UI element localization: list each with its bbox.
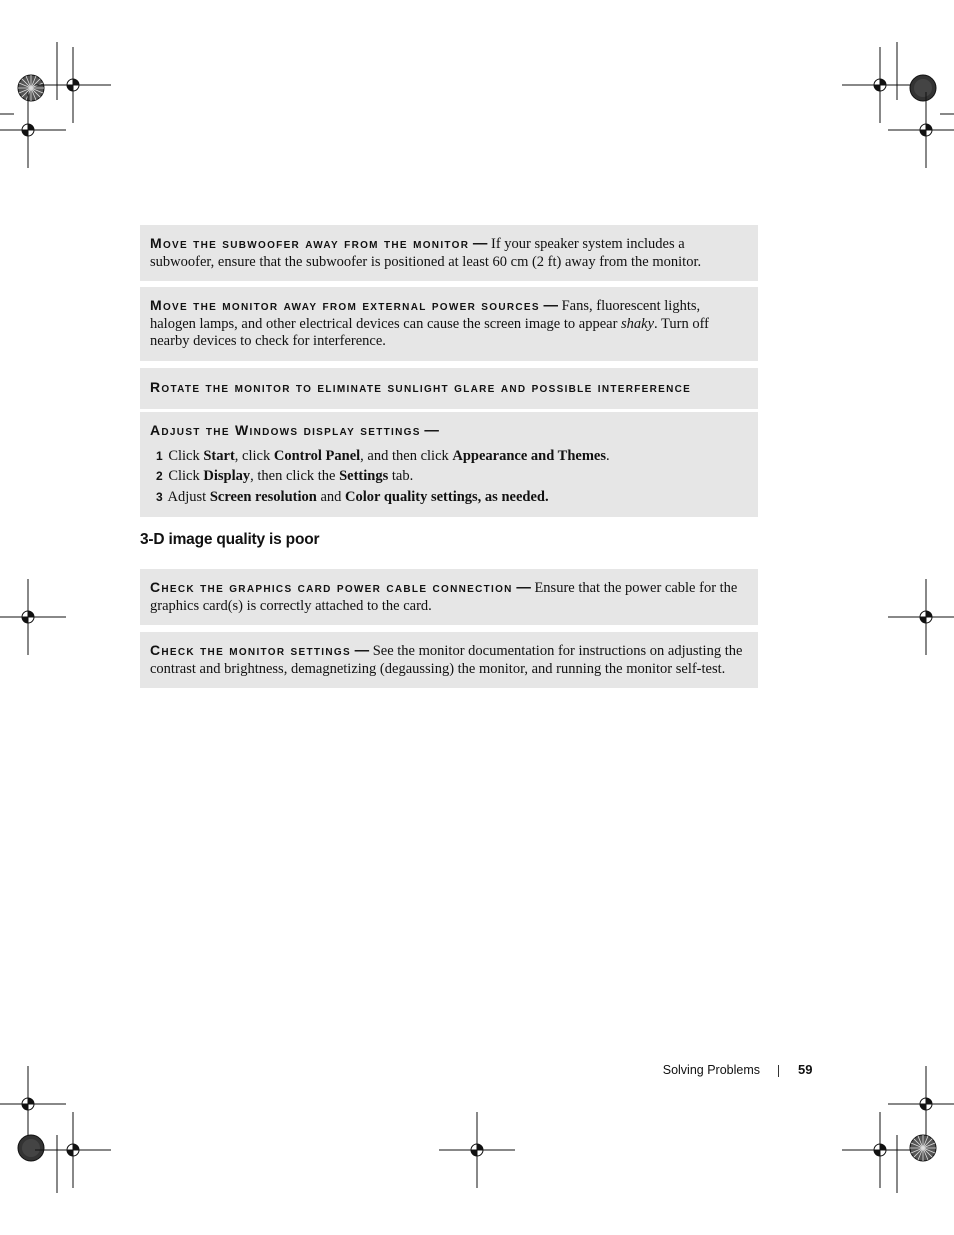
step-term: Settings — [339, 468, 389, 484]
step-text: , then click the — [250, 468, 336, 484]
tip-text: If your speaker system includes a subwoofer, ensure that the subwoofer is positioned at least 60 cm (2 ft) away from the monitor. — [150, 236, 702, 270]
tip-lead: Check the graphics card power cable connection — [150, 579, 513, 595]
step-term: Control Panel — [273, 447, 361, 464]
tip-lead: Rotate the monitor to eliminate sunlight glare and possible interference — [150, 379, 692, 395]
tip-dash: — — [472, 236, 488, 252]
footer-section-title: Solving Problems — [662, 1063, 760, 1077]
tip-emphasis: shaky — [621, 315, 655, 332]
tip-text: Ensure that the power cable for the graphics card(s) is correctly attached to the card. — [150, 580, 738, 614]
step-term: Color quality settings, as needed. — [345, 488, 549, 505]
step-number: 3 — [156, 489, 163, 504]
step-number: 1 — [156, 448, 163, 463]
tip-lead: Move the monitor away from external power sources — [150, 297, 540, 313]
tip-text: Fans, fluorescent lights, halogen lamps, and other electrical devices can cause the screen image to appear — [150, 298, 701, 332]
step-term: Screen resolution — [209, 488, 317, 505]
tip-lead: Check the monitor settings — [150, 642, 351, 658]
step-term: Start — [203, 447, 235, 464]
tip-dash: — — [543, 298, 558, 314]
step-text: tab. — [391, 468, 414, 484]
tip-dash: — — [424, 423, 439, 439]
section-heading: 3-D image quality is poor — [140, 531, 320, 548]
page-number: 59 — [798, 1062, 813, 1077]
step-text: , click — [234, 447, 271, 464]
tip-text-after: . Turn off nearby devices to check for interference. — [150, 315, 709, 349]
step-text: Click — [168, 468, 200, 484]
tip-dash: — — [354, 643, 370, 659]
crop-marks — [0, 42, 954, 1193]
step-text: Click — [168, 447, 200, 464]
tip-dash: — — [516, 580, 531, 596]
step-text: Adjust — [167, 488, 207, 505]
tip-lead: Adjust the Windows display settings — [150, 422, 421, 438]
step-number: 2 — [156, 469, 163, 483]
step-text: , and then click — [360, 447, 449, 464]
step-text: . — [606, 447, 610, 464]
step-text: and — [320, 488, 342, 505]
tip-lead: Move the subwoofer away from the monitor — [150, 235, 470, 251]
tip-text: See the monitor documentation for instructions on adjusting the contrast and brightness, demagnetizing (degaussing) the monitor, and running the monitor self-test. — [150, 643, 743, 677]
step-term: Appearance and Themes — [452, 447, 606, 464]
step-term: Display — [203, 468, 251, 484]
